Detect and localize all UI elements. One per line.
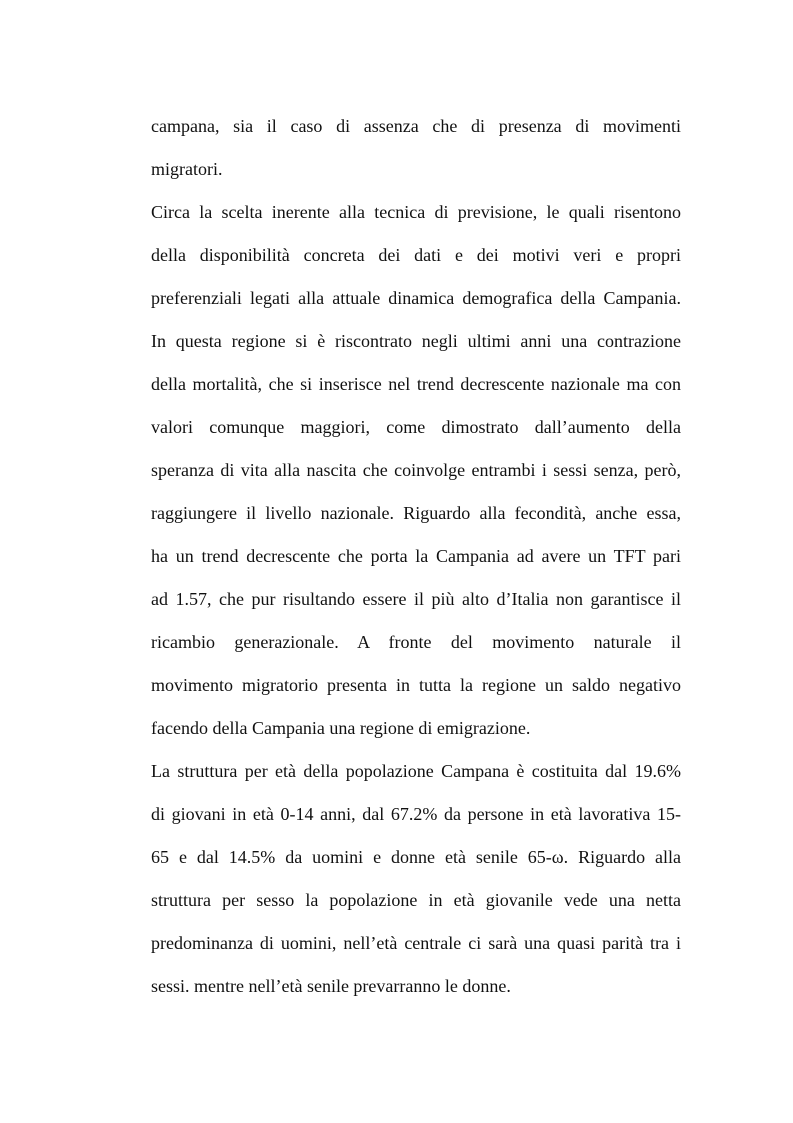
text-line: facendo della Campania una regione di emigrazione.	[151, 718, 531, 738]
text-line: ricambio generazionale. A fronte del movimento naturale il	[151, 632, 681, 652]
text-line: movimento migratorio presenta in tutta la regione un saldo negativo	[151, 675, 681, 695]
text-line: campana, sia il caso di assenza che di presenza di movimenti	[151, 116, 681, 136]
text-line: raggiungere il livello nazionale. Riguardo alla fecondità, anche essa,	[151, 503, 681, 523]
text-line: speranza di vita alla nascita che coinvolge entrambi i sessi senza, però,	[151, 460, 681, 480]
text-line: valori comunque maggiori, come dimostrato dall’aumento della	[151, 417, 681, 437]
text-line: preferenziali legati alla attuale dinamica demografica della Campania.	[151, 288, 681, 308]
text-line: di giovani in età 0-14 anni, dal 67.2% da persone in età lavorativa 15-	[151, 804, 681, 824]
text-line: Circa la scelta inerente alla tecnica di previsione, le quali risentono	[151, 202, 681, 222]
text-line: ad 1.57, che pur risultando essere il più alto d’Italia non garantisce il	[151, 589, 681, 609]
text-line: struttura per sesso la popolazione in età giovanile vede una netta	[151, 890, 681, 910]
text-line: ha un trend decrescente che porta la Campania ad avere un TFT pari	[151, 546, 681, 566]
text-line: In questa regione si è riscontrato negli ultimi anni una contrazione	[151, 331, 681, 351]
text-line: 65 e dal 14.5% da uomini e donne età senile 65-ω. Riguardo alla	[151, 847, 681, 867]
text-line: della mortalità, che si inserisce nel trend decrescente nazionale ma con	[151, 374, 681, 394]
text-line: della disponibilità concreta dei dati e dei motivi veri e propri	[151, 245, 681, 265]
text-line: La struttura per età della popolazione Campana è costituita dal 19.6%	[151, 761, 681, 781]
text-line: sessi. mentre nell’età senile prevarranno le donne.	[151, 976, 511, 996]
text-line: migratori.	[151, 159, 223, 179]
text-line: predominanza di uomini, nell’età centrale ci sarà una quasi parità tra i	[151, 933, 681, 953]
